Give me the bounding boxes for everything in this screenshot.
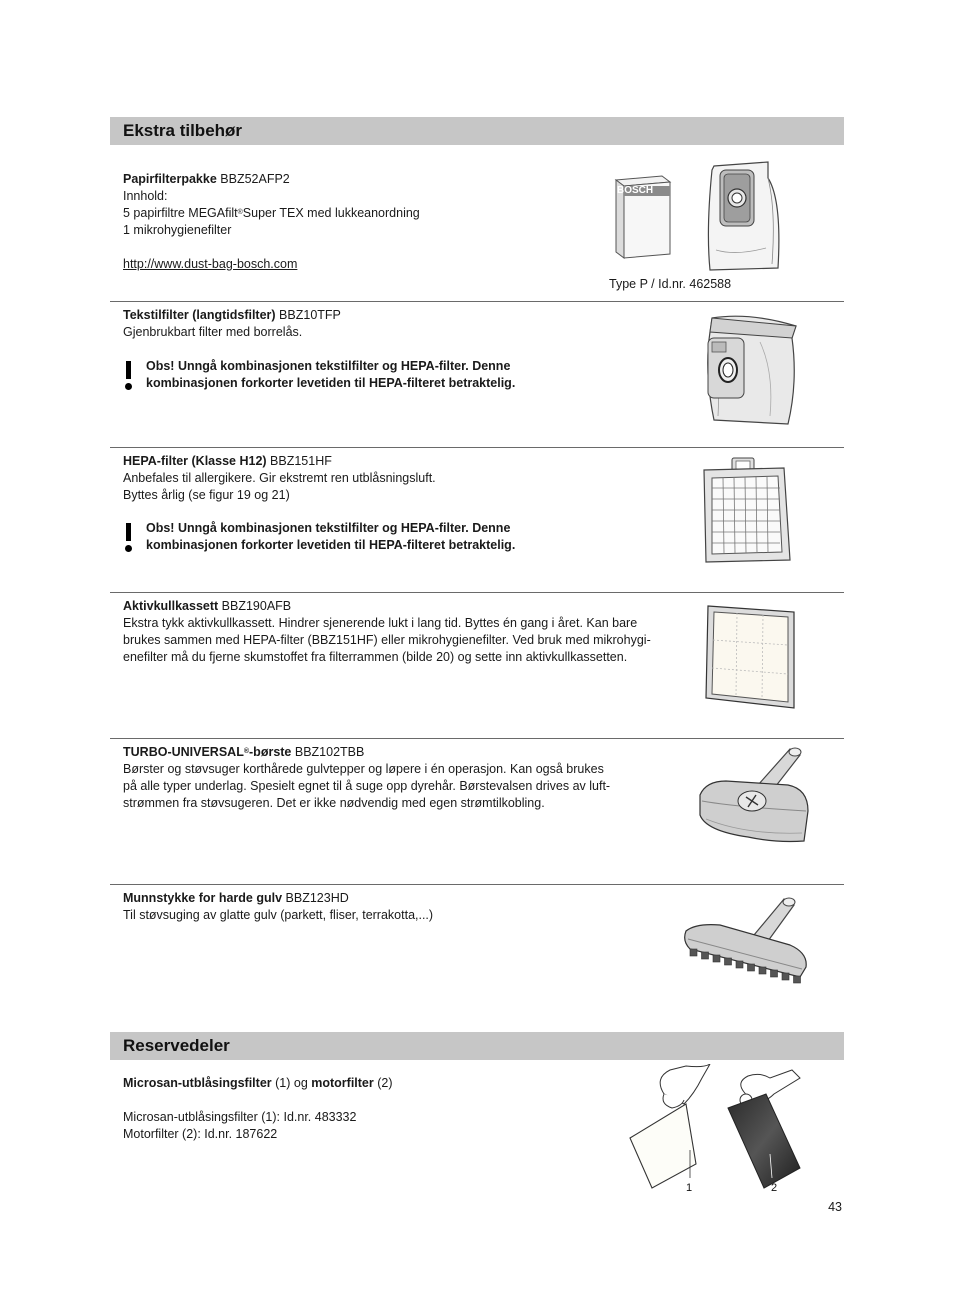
item-papirfilterpakke (123, 171, 420, 273)
item-code: BBZ151HF (266, 454, 332, 468)
item-name: Microsan-utblåsingsfilter (123, 1076, 272, 1090)
item-code: BBZ52AFP2 (216, 172, 290, 186)
turbo-brush-image (696, 745, 814, 845)
carbon-cassette-image (702, 602, 800, 712)
item-text: Til støvsuging av glatte gulv (parkett, fliser, terrakotta,...) (123, 908, 434, 922)
item-code: BBZ123HD (282, 891, 349, 905)
warning-note (123, 358, 515, 392)
bristle (771, 970, 778, 977)
item-text: Motorfilter (2): Id.nr. 187622 (123, 1127, 278, 1141)
filter-label-2: 2 (771, 1182, 778, 1194)
item-text: strømmen fra støvsugeren. Det er ikke nødvendig med egen strømtilkobling. (123, 796, 545, 810)
hard-floor-nozzle-image (680, 893, 812, 993)
warning-text: kombinasjonen forkorter levetiden til HEPA-filteret betraktelig. (146, 538, 516, 552)
item-text: enefilter må du fjerne skumstoffet fra filterrammen (bilde 20) og sette inn aktivkullkassetten. (123, 650, 628, 664)
filter-box-image (612, 170, 674, 260)
item-microsan-motorfilter: Microsan-utblåsingsfilter (1) og motorfilter (2) Microsan-utblåsingsfilter (1): Id.nr. 483332 Motorfilter (2): Id.nr. 187622 (123, 1076, 393, 1141)
item-aktivkullkassett (123, 598, 651, 666)
separator (110, 592, 844, 593)
bristle (713, 955, 720, 962)
bristle (736, 961, 743, 968)
section-header-ekstra-tilbehor (110, 117, 844, 145)
item-turbo-universal (123, 744, 610, 812)
item-text: 5 papirfiltre MEGAfilt®Super TEX med lukkeanordning (123, 206, 420, 220)
textile-bag-image (700, 312, 800, 430)
filter-label-1: 1 (686, 1182, 693, 1194)
item-text: brukes sammen med HEPA-filter (BBZ151HF) eller mikrohygienefilter. Ved bruk med mikrohygi- (123, 633, 651, 647)
item-text: Byttes årlig (se figur 19 og 21) (123, 488, 290, 502)
item-text: 1 mikrohygienefilter (123, 223, 232, 237)
item-name: HEPA-filter (Klasse H12) (123, 454, 267, 468)
warning-note (123, 520, 515, 554)
bristle (794, 976, 801, 983)
separator (110, 738, 844, 739)
replacement-filters-image (624, 1064, 824, 1196)
item-code: BBZ190AFB (218, 599, 292, 613)
bristle (759, 967, 766, 974)
separator (110, 447, 844, 448)
dust-bag-link[interactable]: http://www.dust-bag-bosch.com (123, 257, 298, 271)
section-title: Reservedeler (123, 1036, 230, 1055)
warning-text: Obs! Unngå kombinasjonen tekstilfilter og HEPA-filter. Denne (146, 521, 511, 535)
item-tekstilfilter (123, 307, 341, 341)
item-text: på alle typer underlag. Spesielt egnet til å suge opp dyrehår. Børstevalsen drives av luft- (123, 779, 611, 793)
item-name: motorfilter (311, 1076, 374, 1090)
item-code: BBZ10TFP (275, 308, 341, 322)
hepa-filter-image (700, 456, 792, 566)
bristle (782, 973, 789, 980)
item-text: Innhold: (123, 189, 168, 203)
item-text: Anbefales til allergikere. Gir ekstremt ren utblåsningsluft. (123, 471, 436, 485)
item-text: Børster og støvsuger korthårede gulvtepper og løpere i én operasjon. Kan også brukes (123, 762, 604, 776)
separator (110, 301, 844, 302)
item-text: Gjenbrukbart filter med borrelås. (123, 325, 303, 339)
separator (110, 884, 844, 885)
page-number: 43 (828, 1200, 842, 1214)
warning-text: Obs! Unngå kombinasjonen tekstilfilter og HEPA-filter. Denne (146, 359, 511, 373)
item-munnstykke-harde-gulv (123, 890, 433, 924)
item-text: Microsan-utblåsingsfilter (1): Id.nr. 483332 (123, 1110, 357, 1124)
section-title: Ekstra tilbehør (123, 121, 243, 140)
bristle (725, 958, 732, 965)
item-hepa-filter (123, 453, 436, 504)
warning-text: kombinasjonen forkorter levetiden til HEPA-filteret betraktelig. (146, 376, 516, 390)
bristle (748, 964, 755, 971)
box-brand: BOSCH (617, 185, 654, 196)
item-name: Aktivkullkassett (123, 599, 219, 613)
item-name: Tekstilfilter (langtidsfilter) (123, 308, 276, 322)
item-name: Munnstykke for harde gulv (123, 891, 283, 905)
bristle (690, 949, 697, 956)
paper-bag-image (706, 160, 786, 272)
item-name: TURBO-UNIVERSAL®-børste (123, 745, 292, 759)
item-name: Papirfilterpakke (123, 172, 217, 186)
bristle (702, 952, 709, 959)
item-text: Ekstra tykk aktivkullkassett. Hindrer sjenerende lukt i lang tid. Byttes én gang i året. Kan bare (123, 616, 638, 630)
section-header-reservedeler (110, 1032, 844, 1060)
image-caption: Type P / Id.nr. 462588 (609, 277, 732, 291)
item-code: BBZ102TBB (291, 745, 365, 759)
